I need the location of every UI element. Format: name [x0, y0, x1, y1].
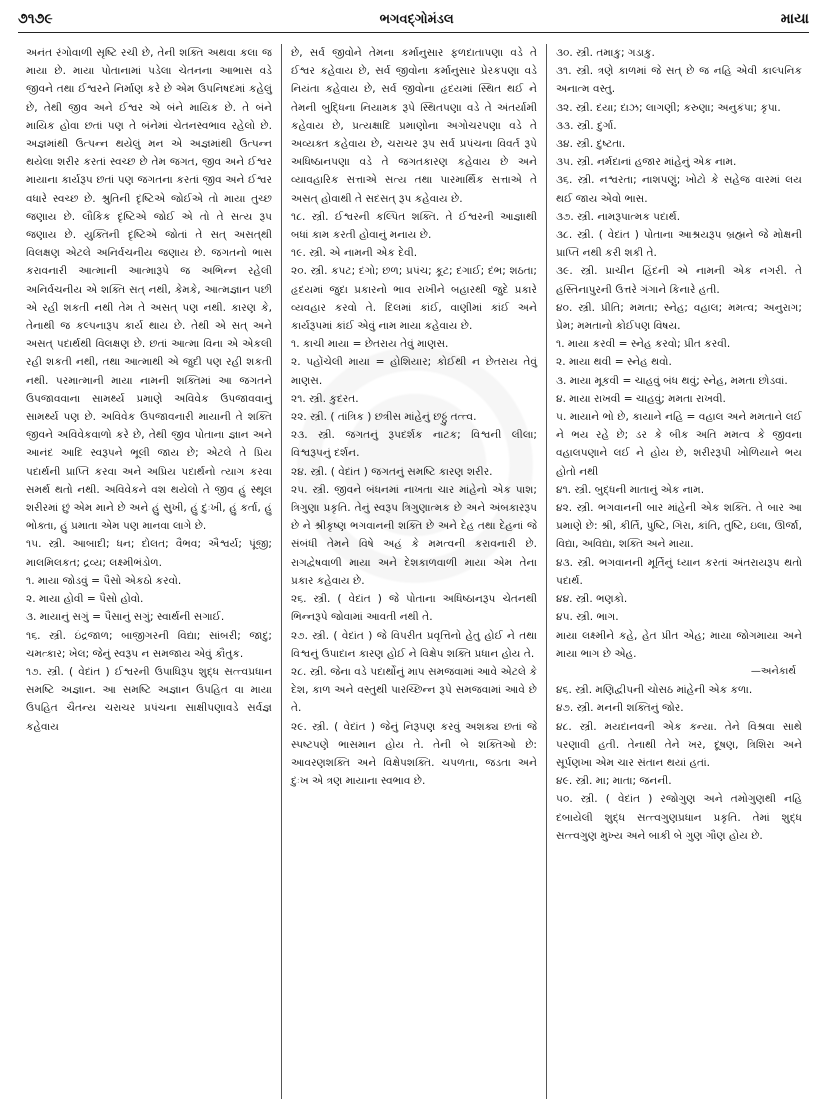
page-header: [18, 6, 809, 33]
sub-entry: ૩. માયા મૂકવી = ચાહવું બંધ થવું; સ્નેહ, મમતા છોડવાં.: [556, 374, 788, 387]
dictionary-entry: ૨૪. સ્ત્રી. ( વેદાંત ) જગતનું સમષ્ટિ કારણ શરીર.: [291, 465, 493, 478]
dictionary-entry: ૧૭. સ્ત્રી. ( વેદાંત ) ઈશ્વરની ઉપાધિરૂપ શુદ્ધ સત્ત્વપ્રધાન સમષ્ટિ અજ્ઞાન. આ સમષ્ટિ અજ્ઞાન ઉપહિત વા માયા ઉપહિત ચૈતન્ય ચરાચર પ્રપંચના સાક્ષીપણાવડે સર્વજ્ઞ કહેવાય: [26, 665, 272, 733]
dictionary-entry: ૩૨. સ્ત્રી. દયા; દાઝ; લાગણી; કરુણા; અનુકંપા; કૃપા.: [556, 101, 781, 114]
dictionary-entry: ૪૧. સ્ત્રી. બુદ્ધની માતાનું એક નામ.: [556, 483, 705, 496]
dictionary-entry: ૨૨. સ્ત્રી. ( તાંત્રિક ) છત્રીસ માંહેનું છઠ્ઠું તત્ત્વ.: [291, 411, 477, 424]
dictionary-entry: ૩૬. સ્ત્રી. નશ્વરતા; નાશપણું; ખોટો કે સહેજ વારમાં લય થઈ જાય એવો ભાસ.: [556, 174, 802, 205]
dictionary-entry: છે, સર્વ જીવોને તેમના કર્માનુસાર ફળદાતાપણા વડે તે ઈશ્વર કહેવાય છે, સર્વ જીવોના કર્માનુસાર પ્રેરકપણા વડે નિયંતા કહેવાય છે, સર્વ જીવોના હૃદયમાં સ્થિત થઈ ને તેમની બુદ્ધિના નિયામક રૂપે સ્થિતપણા વડે તે અંતર્યામી કહેવાય છે, પ્રત્યક્ષાદિ પ્રમાણોના અગોચરપણા વડે તે અવ્યક્ત કહેવાય છે, ચરાચર રૂપ સર્વ પ્રપંચના વિવર્ત રૂપે અધિષ્ઠાનપણા વડે તે જગતકારણ કહેવાય છે અને વ્યાવહારિક સત્તાએ સત્ય તથા પારમાર્થિક સત્તાએ તે અસત્ હોવાથી તે સદસત્ રૂપ કહેવાય છે.: [291, 47, 537, 205]
dictionary-entry: ૩૩. સ્ત્રી. દુર્ગા.: [556, 119, 617, 132]
dictionary-entry: ૪૫. સ્ત્રી. ભાગ.: [556, 611, 619, 624]
dictionary-entry: ૨૭. સ્ત્રી. ( વેદાંત ) જે વિપરીત પ્રવૃત્તિનો હેતુ હોઈ ને તથા વિશ્વનું ઉપાદાન કારણ હોઈ ને વિક્ષેપ શક્તિ પ્રધાન હોય તે.: [291, 629, 537, 660]
headword: માયા: [780, 11, 809, 27]
dictionary-entry: ૧૮. સ્ત્રી. ઈશ્વરની કલ્પિત શક્તિ. તે ઈશ્વરની આજ્ઞાથી બધાં કામ કરતી હોવાનું મનાય છે.: [291, 210, 537, 242]
sub-entry: ૩. માયાનું સગું = પૈસાનું સગું; સ્વાર્થની સગાઈ.: [26, 611, 225, 624]
page-number: ૭૧૭૯: [18, 11, 53, 27]
dictionary-entry: ૪૯. સ્ત્રી. મા; માતા; જનની.: [556, 775, 672, 788]
dictionary-entry: ૩૮. સ્ત્રી. ( વેદાંત ) પોતાના આશ્રયરૂપ બ્રહ્મને જે મોક્ષની પ્રાપ્તિ નથી કરી શકી તે.: [556, 229, 802, 260]
column-3: [548, 44, 810, 1099]
dictionary-entry: ૧૫. સ્ત્રી. આબાદી; ધન; દોલત; વૈભવ; ઐશ્વર્ય; પૂંજી; માલમિલકત; દ્રવ્ય; લક્ષ્મીભંડોળ.: [26, 538, 272, 569]
dictionary-entry: ૧૯. સ્ત્રી. એ નામની એક દેવી.: [291, 247, 418, 260]
dictionary-entry: ૨૫. સ્ત્રી. જીવને બંધનમાં નાખતા ચાર માંહેનો એક પાશ; ત્રિગુણા પ્રકૃતિ. તેનું સ્વરૂપ ત્રિગુણાત્મક છે અને અંબકારરૂપ છે ને શ્રીકૃષ્ણ ભગવાનની શક્તિ છે અને દેહ તથા દેહનાં જે સંબંધી તેમને વિષે અહં કે મમત્વની કરાવનારી છે. રાગદ્વેષવાળી માયા અને દેશકાળવાળી માયા એમ તેના પ્રકાર કહેવાય છે.: [291, 483, 537, 587]
dictionary-entry: ૨૧. સ્ત્રી. કુદરત.: [291, 392, 359, 405]
dictionary-entry: ૩૭. સ્ત્રી. નામરૂપાત્મક પદાર્થ.: [556, 210, 681, 223]
dictionary-entry: ૪૬. સ્ત્રી. મણિદ્વીપની ચોસઠ માંહેની એક કળા.: [556, 684, 753, 697]
dictionary-entry: ૪૨. સ્ત્રી. ભગવાનની બાર માંહેની એક શક્તિ. તે બાર આ પ્રમાણે છે: શ્રી, કીર્તિ, પુષ્ટિ, ગિરા, કાંતિ, તુષ્ટિ, ઇલા, ઊર્જા, વિદ્યા, અવિદ્યા, શક્તિ અને માયા.: [556, 502, 802, 551]
sub-entry: ૧. માયા જોડવું = પૈસો એકઠો કરવો.: [26, 574, 182, 587]
dictionary-entry: ૨૬. સ્ત્રી. ( વેદાંત ) જે પોતાના અધિષ્ઠાનરૂપ ચેતનથી ભિન્નરૂપે જોવામાં આવતી નથી તે.: [291, 593, 537, 624]
column-2: [283, 44, 545, 1099]
sub-entry: ૨. માયા થવી = સ્નેહ થવો.: [556, 356, 672, 369]
dictionary-entry: ૪૭. સ્ત્રી. મનની શક્તિનું જોર.: [556, 702, 684, 715]
sub-entry: ૨. પહોંચેલી માયા = હોશિયાર; કોઈથી ન છેતરાય તેવું માણસ.: [291, 356, 537, 387]
sub-entry: ૨. માયા હોવી = પૈસો હોવો.: [26, 593, 144, 606]
dictionary-entry: ૩૪. સ્ત્રી. દુષ્ટતા.: [556, 138, 626, 151]
dictionary-entry: ૩૯. સ્ત્રી. પ્રાચીન હિંદની એ નામની એક નગરી. તે હસ્તિનાપુરની ઉત્તરે ગંગાને કિનારે હતી.: [556, 265, 802, 296]
sub-entry: ૫. માયાને ભો છે, કાયાને નહિ = વહાલ અને મમતાને લઈ ને ભય રહે છે; ડર કે બીક અતિ મમત્વ કે જીવના વહાલપણાને લઈ ને હોય છે, શરીરરૂપી ખોળિયાને ભય હોતો નથી: [556, 411, 802, 478]
column-divider: [281, 44, 282, 1099]
sub-entry: ૧. માયા કરવી = સ્નેહ કરવો; પ્રીત કરવી.: [556, 338, 731, 351]
dictionary-entry: ૪૮. સ્ત્રી. મયદાનવની એક કન્યા. તેને વિશ્રવા સાથે પરણાવી હતી. તેનાથી તેને ખર, દૂષણ, ત્રિશિરા અને સૂર્પણખા એમ ચાર સંતાન થયાં હતાં.: [556, 720, 802, 769]
text-columns: [18, 44, 809, 1099]
sub-entry: માયા લક્ષ્મીને કહે, હેત પ્રીત એહ; માયા જોગમાયા અને માયા ભાગ છે એહ.: [556, 629, 802, 660]
dictionary-entry: ૧૬. સ્ત્રી. ઇંદ્રજાળ; બાજીગરની વિદ્યા; સાંબરી; જાદુ; ચમત્કાર; ખેલ; જેનું સ્વરૂપ ન સમજાય એવું કૌતુક.: [26, 629, 272, 660]
dictionary-entry: ૩૦. સ્ત્રી. તમાકુ; ગડાકુ.: [556, 47, 655, 59]
dictionary-entry: ૩૫. સ્ત્રી. નર્મદાનાં હજાર માંહેનું એક નામ.: [556, 156, 737, 169]
dictionary-entry: ૪૪. સ્ત્રી. ભણકો.: [556, 593, 628, 606]
dictionary-entry: ૪૩. સ્ત્રી. ભગવાનની મૂર્તિનું ધ્યાન કરતાં અંતરાયરૂપ થતો પદાર્થ.: [556, 556, 802, 587]
dictionary-entry: ૫૦. સ્ત્રી. ( વેદાંત ) રજોગુણ અને તમોગુણથી નહિ દબાયેલી શુદ્ધ સત્ત્વગુણપ્રધાન પ્રકૃતિ. તેમાં શુદ્ધ સત્ત્વગુણ મુખ્ય અને બાકી બે ગુણ ગૌણ હોય છે.: [556, 793, 802, 842]
dictionary-entry: ૨૮. સ્ત્રી. જેના વડે પદાર્થોનું માપ સમજવામાં આવે એટલે કે દેશ, કાળ અને વસ્તુથી પારચ્છિન્ન રૂપે સમજવામાં આવે છે તે.: [291, 665, 537, 715]
column-1: [18, 44, 280, 1099]
column-divider: [546, 44, 547, 1099]
dictionary-entry: ૨૦. સ્ત્રી. કપટ; દગો; છળ; પ્રપંચ; કૂટ; દગાઈ; દંભ; શઠતા; હૃદયમાં જુદા પ્રકારનો ભાવ રાખીને બહારથી જુદે પ્રકારે વ્યવહાર કરવો તે. દિલમાં કાંઈ, વાણીમાં કાંઈ અને કાર્યરૂપમાં કાંઈ એવું નામ માયા કહેવાય છે.: [291, 265, 537, 333]
book-title: ભગવદ્ગોમંડલ: [379, 11, 454, 27]
source-note: —અનેકાર્થ: [750, 665, 796, 677]
sub-entry: ૪. માયા રાખવી = ચાહવું; મમતા રાખવી.: [556, 392, 726, 405]
dictionary-entry: ૨૯. સ્ત્રી. ( વેદાંત ) જેનું નિરૂપણ કરવું અશક્ય છતાં જે સ્પષ્ટપણે ભાસમાન હોય તે. તેની બે શક્તિઓ છે: આવરણશક્તિ અને વિક્ષેપશક્તિ. ચપળતા, જડતા અને દુઃખ એ ત્રણ માયાના સ્વભાવ છે.: [291, 720, 537, 788]
dictionary-entry: ૨૩. સ્ત્રી. જગતનું રૂપદર્શક નાટક; વિશ્વની લીલા; વિશ્વરૂપનું દર્શન.: [291, 429, 537, 460]
dictionary-entry: ૩૧. સ્ત્રી. ત્રણે કાળમાં જે સત્ છે જ નહિ એવી કાલ્પનિક અનાત્મ વસ્તુ.: [556, 65, 802, 96]
sub-entry: ૧. કાચી માયા = છેતરાય તેવું માણસ.: [291, 338, 449, 351]
dictionary-entry: ૪૦. સ્ત્રી. પ્રીતિ; મમતા; સ્નેહ; વહાલ; મમત્વ; અનુરાગ; પ્રેમ; મમતાનો કોઈપણ વિષય.: [556, 301, 802, 333]
dictionary-entry: અનંત રંગોવાળી સૃષ્ટિ રચી છે, તેની શક્તિ અથવા કલા જ માયા છે. માયા પોતાનામાં પડેલા ચેતનના આભાસ વડે જીવને તથા ઈશ્વરને નિર્માણ કરે છે એમ ઉપનિષદમાં કહેલું છે, તેથી જીવ અને ઈશ્વર એ બંને માયિક છે. તે બંને માયિક હોવા છતાં પણ તે બંનેમાં ચેતનસ્વભાવ રહેલો છે. અજ્ઞમાંથી ઉત્પન્ન થયેલું મન એ અજ્ઞમાંથી ઉત્પન્ન થયેલા શરીર કરતાં સ્વચ્છ છે તેમ જગત, જીવ અને ઈશ્વર માયાના કાર્યરૂપ છતાં પણ જગતના કરતાં જીવ અને ઈશ્વર વધારે સ્વચ્છ છે. શ્રુતિની દૃષ્ટિએ જોઈએ તો માયા તુચ્છ જણાય છે. લૌકિક દૃષ્ટિએ જોઈ એ તો તે સત્ય રૂપ જણાય છે. યુક્તિની દૃષ્ટિએ જોતાં તે સત્ અસત્‌થી વિલક્ષણ એટલે અનિર્વચનીય જણાય છે. જગતનો ભાસ કરાવનારી આત્માની આત્મારૂપે જ અભિન્ન રહેલી અનિર્વચનીય એ શક્તિ સત્ નથી, કેમકે, આત્મજ્ઞાન પછી એ રહી શકતી નથી તેમ તે અસત્ પણ નથી. કારણ કે, તેનાથી જ કલ્પનારૂપ કાર્ય થાય છે. તેથી એ સત્ અને અસત્ પદાર્થથી વિલક્ષણ છે. છતાં આત્મા વિના એ એકલી રહી શકતી નથી, તથા આત્માથી એ જુદી પણ રહી શકતી નથી. પરમાત્માની માયા નામની શક્તિમાં આ જગતને ઉપજાવવાના સામર્થ્ય પ્રમાણે અવિવેક ઉપજાવવાનું સામર્થ્ય પણ છે. અવિવેક ઉપજાવનારી માયાની તે શક્તિ જીવને અવિવેકવાળો કરે છે, તેથી જીવ પોતાના જ્ઞાન અને આનંદ આદિ સ્વરૂપને ભૂલી જાય છે; એટલે તે પ્રિય પદાર્થની પ્રાપ્તિ કરવા અને અપ્રિય પદાર્થનો ત્યાગ કરવા સમર્થ થતો નથી. અવિવેકને વશ થયેલો તે જીવ હું સ્થૂલ શરીરમાં છું એમ માને છે અને હું સુખી, હું દુઃખી, હું કર્તા, હું ભોક્તા, હું પ્રમાતા એમ પણ માનવા લાગે છે.: [26, 47, 272, 533]
